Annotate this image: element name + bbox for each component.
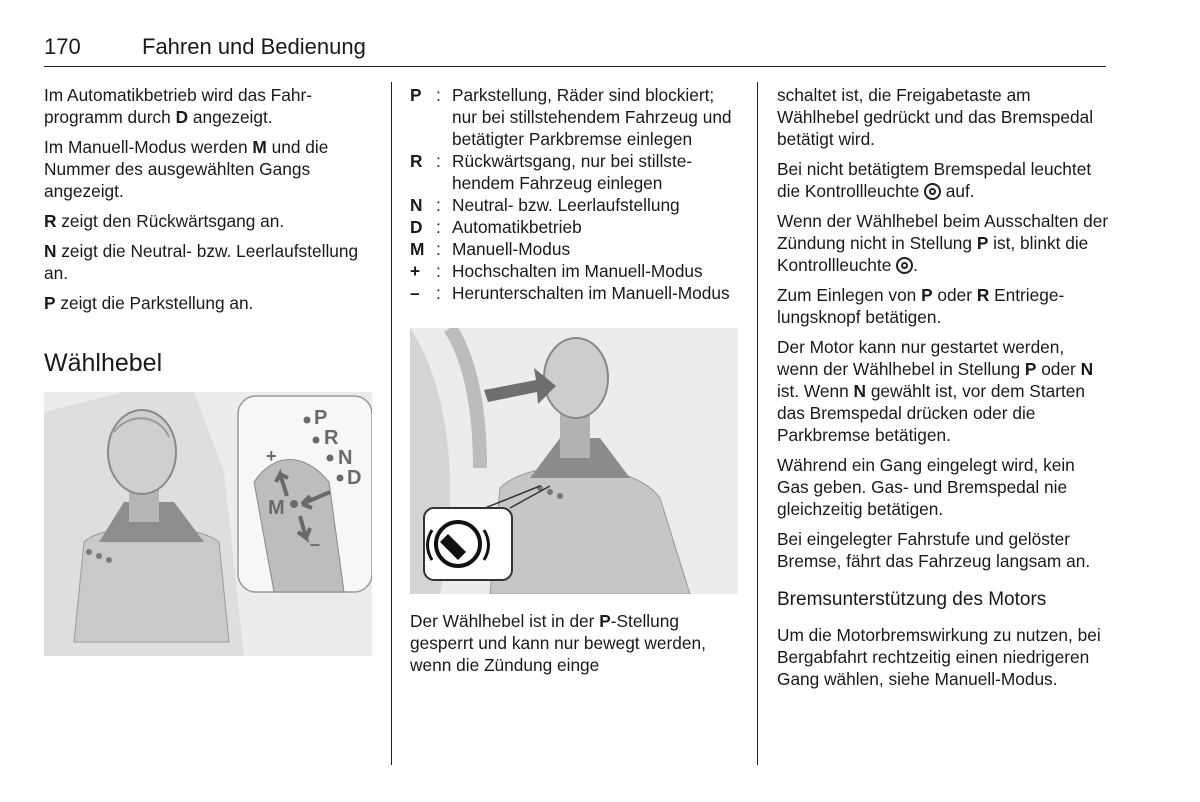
paragraph: Zum Einlegen von P oder R Entriegelungsknopf betätigen. xyxy=(777,285,1065,327)
page-header xyxy=(44,34,1106,67)
paragraph: schaltet ist, die Freigabetaste am Wählhebel gedrückt und das Bremspedal betätigt wird. xyxy=(777,85,1094,149)
list-item: + : Hochschalten im Manuell-Modus xyxy=(410,261,703,281)
paragraph: Während ein Gang eingelegt wird, kein Gas geben. Gas- und Bremspedal nie gleichzeitig betätigen. xyxy=(777,455,1075,519)
gear-selector-figure xyxy=(44,392,372,656)
list-item: – : Herunterschalten im Manuell-Modus xyxy=(410,283,730,303)
paragraph: Im Automatikbetrieb wird das Fahrprogramm durch D angezeigt. xyxy=(44,85,312,127)
column-1 xyxy=(44,84,374,656)
figure-label-plus: + xyxy=(266,446,277,466)
paragraph: P zeigt die Parkstellung an. xyxy=(44,293,254,313)
figure-label-minus: – xyxy=(310,534,321,554)
paragraph: R zeigt den Rückwärtsgang an. xyxy=(44,211,285,231)
list-item: N : Neutral- bzw. Leerlaufstellung xyxy=(410,195,680,215)
chapter-title: Fahren und Bedienung xyxy=(142,34,366,59)
section-heading: Bremsunterstützung des Motors xyxy=(777,589,1047,610)
figure-label-m: M xyxy=(268,497,285,519)
list-item: P : Parkstellung, Räder sind blockiert; nur bei stillstehendem Fahrzeug und betätigter Parkbremse einlegen xyxy=(410,85,732,149)
list-item: R : Rückwärtsgang, nur bei stillstehendem Fahrzeug einlegen xyxy=(410,151,693,193)
paragraph: Bei eingelegter Fahrstufe und gelöster Bremse, fährt das Fahrzeug langsam an. xyxy=(777,529,1091,571)
list-item: M : Manuell-Modus xyxy=(410,239,571,259)
page-number: 170 xyxy=(44,34,81,59)
brake-indicator-icon xyxy=(924,183,941,200)
column-3 xyxy=(777,84,1109,698)
list-item: D : Automatikbetrieb xyxy=(410,217,582,237)
lever-lock-illustration xyxy=(410,328,738,594)
section-heading: Wählhebel xyxy=(44,349,163,377)
paragraph: Wenn der Wählhebel beim Ausschalten der Zündung nicht in Stellung P ist, blinkt die Kontrollleuchte . xyxy=(777,211,1109,275)
gear-lever-illustration xyxy=(44,392,372,656)
column-divider-2 xyxy=(757,82,758,765)
brake-indicator-icon xyxy=(896,257,913,274)
figure-label-p: P xyxy=(314,407,328,429)
gear-position-list xyxy=(410,84,740,304)
paragraph: Der Wählhebel ist in der P-Stellung gesperrt und kann nur bewegt werden, wenn die Zündung einge xyxy=(410,611,706,675)
paragraph: N zeigt die Neutral- bzw. Leerlaufstellung an. xyxy=(44,241,359,283)
figure-label-r: R xyxy=(324,427,339,449)
paragraph: Im Manuell-Modus werden M und die Nummer des ausgewählten Gangs angezeigt. xyxy=(44,137,329,201)
paragraph: Um die Motorbremswirkung zu nutzen, bei Bergabfahrt rechtzeitig einen niedrigeren Gang wählen, siehe Manuell-Modus. xyxy=(777,625,1101,689)
lever-indicator-figure xyxy=(410,328,738,594)
paragraph: Der Motor kann nur gestartet werden, wenn der Wählhebel in Stellung P oder N ist. Wenn N gewählt ist, vor dem Starten das Bremspedal drücken oder die Parkbremse betätigen. xyxy=(777,337,1094,445)
paragraph: Bei nicht betätigtem Bremspedal leuchtet die Kontrollleuchte auf. xyxy=(777,159,1092,201)
column-divider-1 xyxy=(391,82,392,765)
figure-label-n: N xyxy=(338,447,353,469)
figure-label-d: D xyxy=(347,467,362,489)
column-2 xyxy=(410,84,740,684)
